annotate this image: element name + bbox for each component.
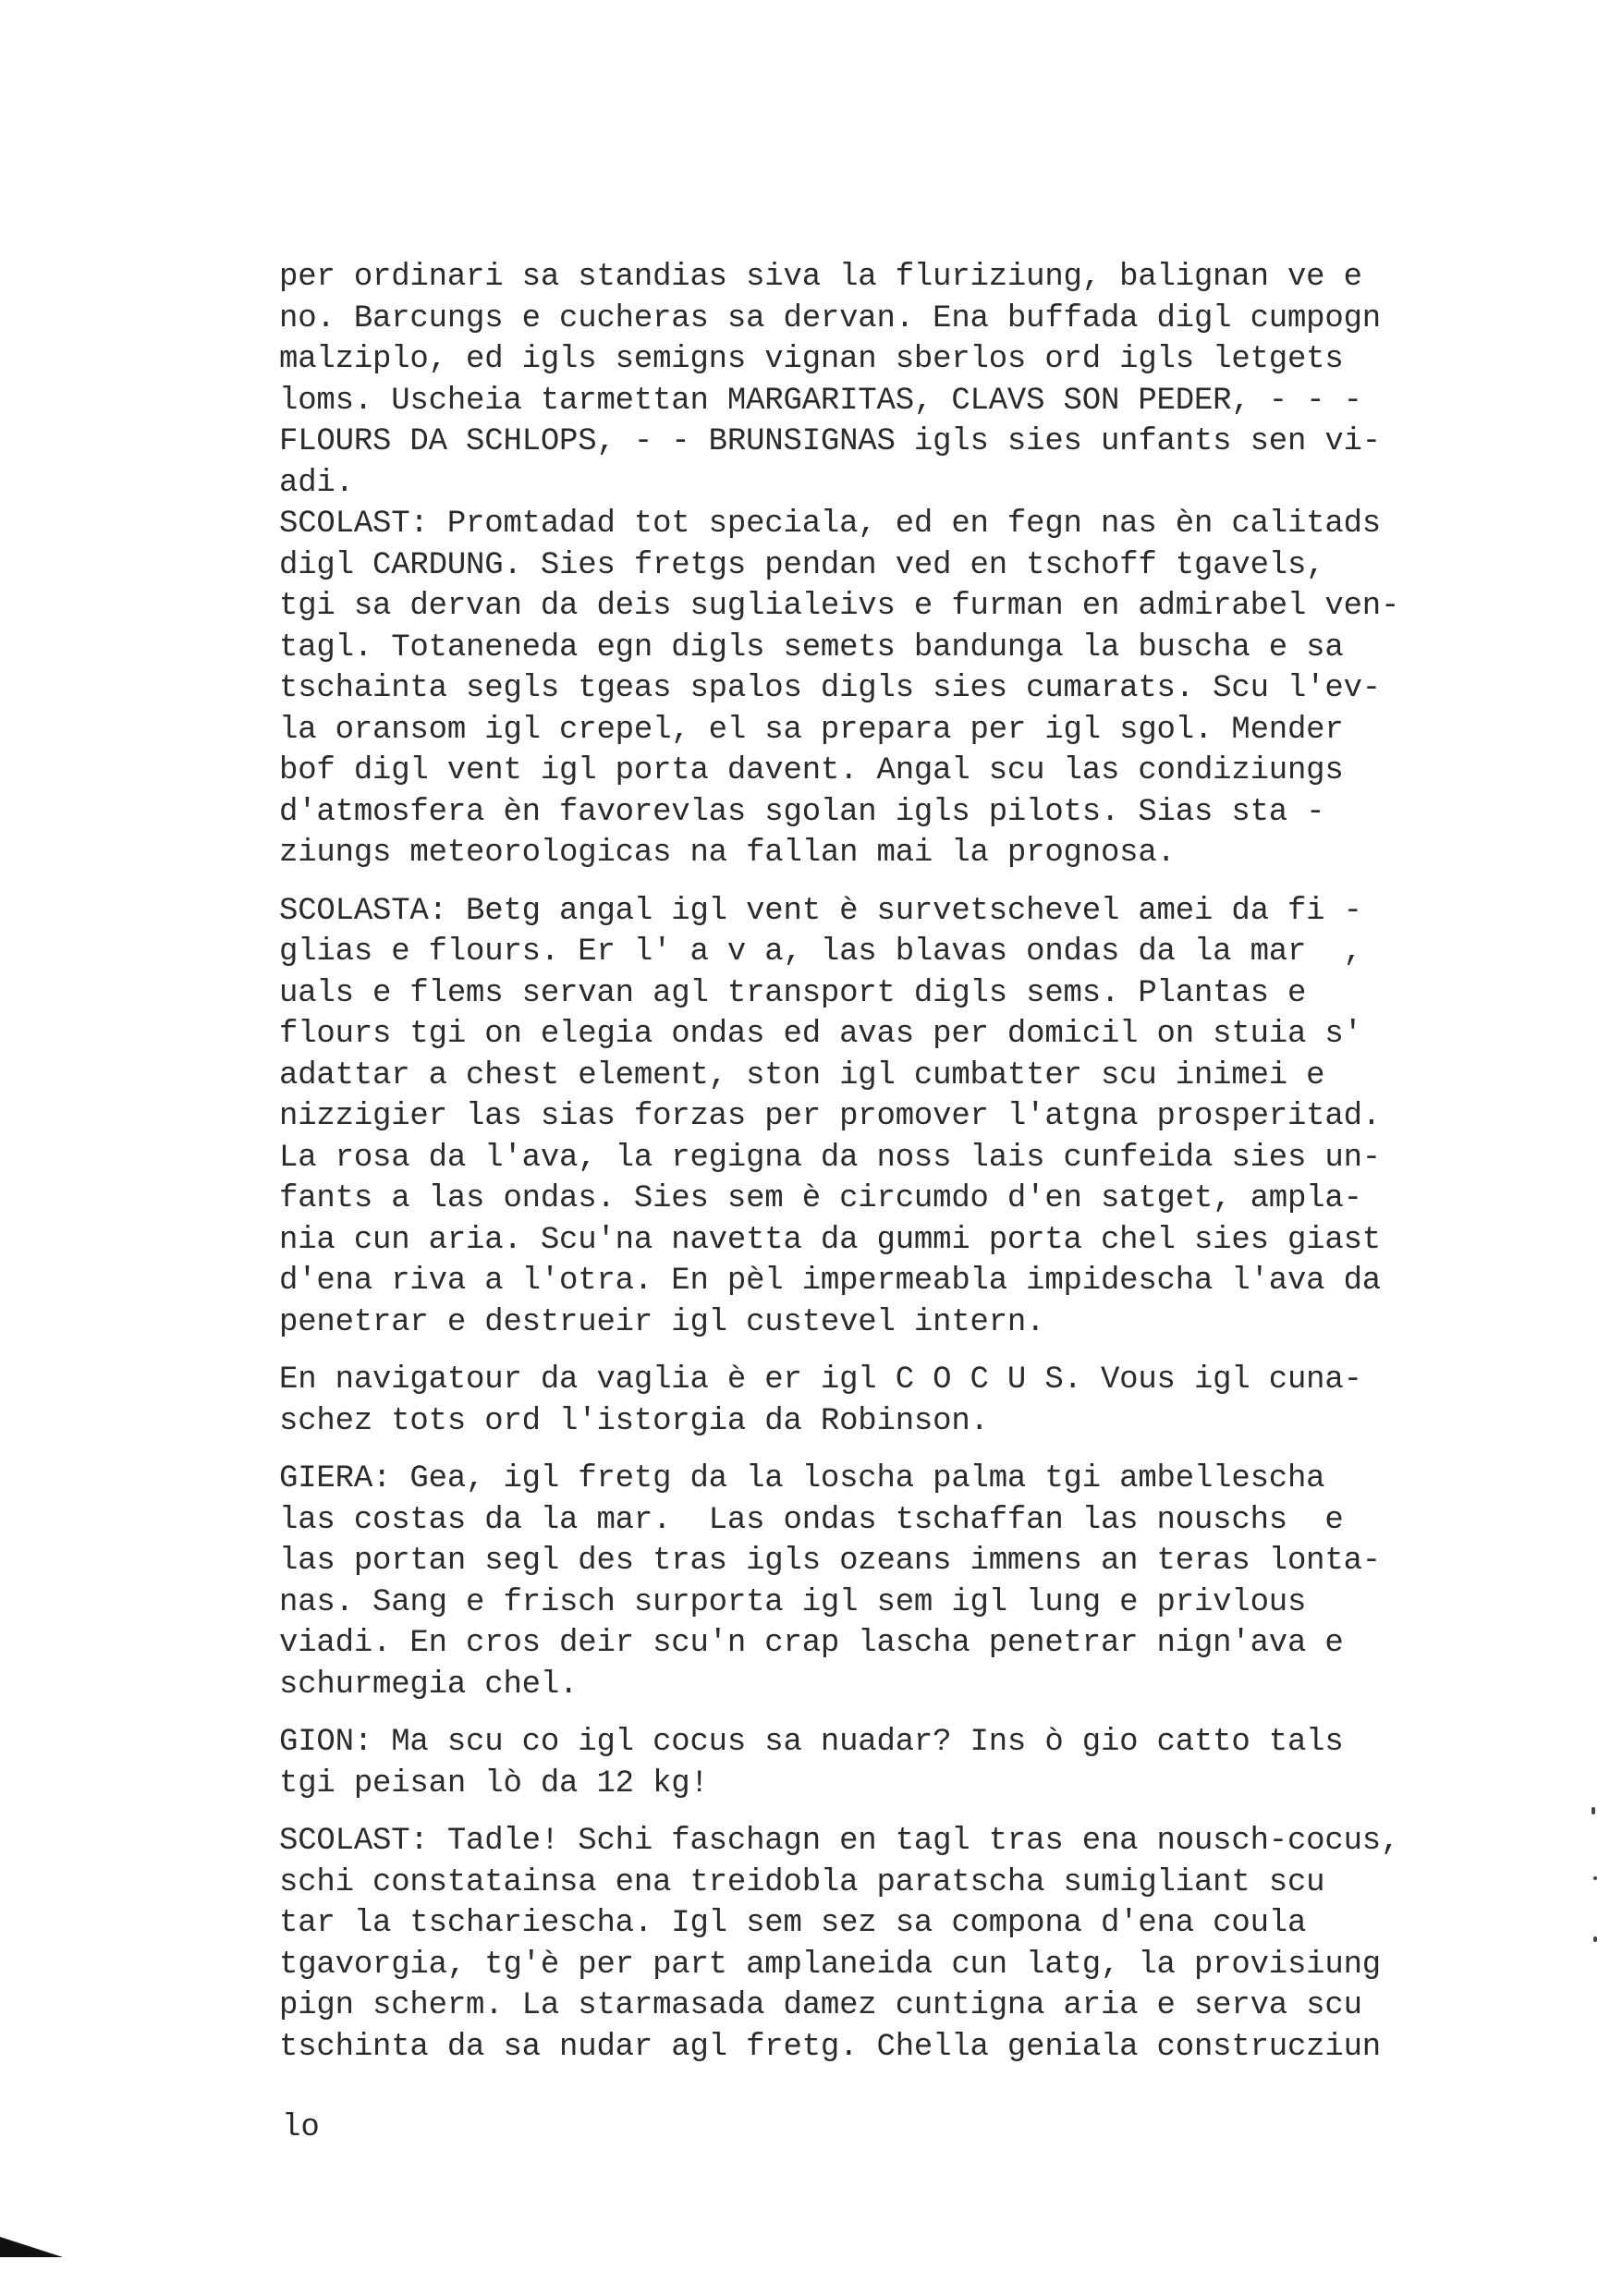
text-line: pign scherm. La starmasada damez cuntigna aria e serva scu: [279, 1988, 1362, 2023]
paragraph-giera: [279, 1459, 1499, 1705]
text-line: En navigatour da vaglia è er igl C O C U S. Vous igl cuna-: [279, 1362, 1362, 1398]
paragraph-water-seeds: [279, 891, 1499, 1344]
text-line: no. Barcungs e cucheras sa dervan. Ena buffada digl cumpogn: [279, 300, 1381, 336]
scan-speck: [1593, 1936, 1597, 1942]
text-line: tgavorgia, tg'è per part amplaneida cun latg, la provisiung: [279, 1947, 1381, 1983]
paragraph-gap: [279, 1705, 1499, 1722]
text-line: bof digl vent igl porta davent. Angal scu las condiziungs: [279, 753, 1344, 788]
text-line: La rosa da l'ava, la regigna da noss lais cunfeida sies un-: [279, 1140, 1381, 1176]
text-line: tgi sa dervan da deis suglialeivs e furman en admirabel ven-: [279, 589, 1400, 624]
paragraph-gap: [279, 1804, 1499, 1821]
text-line: schurmegia chel.: [279, 1667, 579, 1703]
text-line: nas. Sang e frisch surporta igl sem igl lung e privlous: [279, 1584, 1307, 1620]
text-line: viadi. En cros deir scu'n crap lascha penetrar nign'ava e: [279, 1626, 1344, 1661]
paragraph-gap: [279, 1343, 1499, 1360]
scan-speck: [1592, 1807, 1595, 1814]
page-number: lo: [282, 2110, 320, 2145]
text-line: SCOLAST: Promtadad tot speciala, ed en fegn nas èn calitads: [279, 507, 1381, 542]
text-line: GION: Ma scu co igl cocus sa nuadar? Ins ò gio catto tals: [279, 1725, 1344, 1760]
text-line: d'atmosfera èn favorevlas sgolan igls pilots. Sias sta -: [279, 794, 1325, 830]
text-line: glias e flours. Er l' a v a, las blavas ondas da la mar ,: [279, 934, 1362, 970]
text-line: tar la tschariescha. Igl sem sez sa compona d'ena coula: [279, 1906, 1307, 1941]
text-line: las costas da la mar. Las ondas tschaffan las nouschs e: [279, 1502, 1344, 1538]
text-line: ziungs meteorologicas na fallan mai la prognosa.: [279, 836, 1176, 871]
text-line: tschinta da sa nudar agl fretg. Chella geniala construcziun: [279, 2029, 1381, 2065]
body-text: [279, 257, 1499, 2068]
text-line: adattar a chest element, ston igl cumbatter scu inimei e: [279, 1057, 1325, 1093]
text-line: penetrar e destrueir igl custevel intern.: [279, 1304, 1045, 1340]
text-line: las portan segl des tras igls ozeans immens an teras lonta-: [279, 1544, 1381, 1579]
text-line: per ordinari sa standias siva la fluriziung, balignan ve e: [279, 260, 1362, 295]
text-line: schi constatainsa ena treidobla paratscha sumigliant scu: [279, 1864, 1325, 1900]
paragraph-gap: [279, 1442, 1499, 1459]
text-line: SCOLAST: Tadle! Schi faschagn en tagl tras ena nousch-cocus,: [279, 1824, 1400, 1859]
text-line: schez tots ord l'istorgia da Robinson.: [279, 1403, 989, 1439]
paragraph-gap: [279, 874, 1499, 891]
paragraph-scolast: [279, 1821, 1499, 2068]
paragraph-gion: [279, 1722, 1499, 1804]
text-line: d'ena riva a l'otra. En pèl impermeabla impidescha l'ava da: [279, 1264, 1381, 1299]
text-line: digl CARDUNG. Sies fretgs pendan ved en tschoff tgavels,: [279, 547, 1325, 583]
paragraph-cocus: [279, 1360, 1499, 1442]
text-line: SCOLASTA: Betg angal igl vent è survetschevel amei da fi -: [279, 893, 1362, 929]
text-line: loms. Uscheia tarmettan MARGARITAS, CLAVS SON PEDER, - - -: [279, 383, 1362, 419]
text-line: tschainta segls tgeas spalos digls sies cumarats. Scu l'ev-: [279, 671, 1381, 706]
corner-arrow-mark: [0, 2237, 63, 2257]
text-line: fants a las ondas. Sies sem è circumdo d'en satget, ampla-: [279, 1181, 1362, 1216]
text-line: malziplo, ed igls semigns vignan sberlos ord igls letgets: [279, 342, 1344, 377]
text-line: nizzigier las sias forzas per promover l'atgna prosperitad.: [279, 1099, 1381, 1134]
text-line: la oransom igl crepel, el sa prepara per igl sgol. Mender: [279, 712, 1344, 748]
scan-speck: [1593, 1876, 1597, 1880]
text-line: tgi peisan lò da 12 kg!: [279, 1765, 709, 1801]
paragraph-flowers-intro: [279, 257, 1499, 874]
text-line: uals e flems servan agl transport digls sems. Plantas e: [279, 975, 1307, 1011]
text-line: FLOURS DA SCHLOPS, - - BRUNSIGNAS igls sies unfants sen vi-: [279, 424, 1381, 459]
text-line: nia cun aria. Scu'na navetta da gummi porta chel sies giast: [279, 1222, 1381, 1258]
text-line: flours tgi on elegia ondas ed avas per domicil on stuia s': [279, 1017, 1362, 1052]
text-line: tagl. Totaneneda egn digls semets bandunga la buscha e sa: [279, 629, 1344, 666]
text-line: GIERA: Gea, igl fretg da la loscha palma tgi ambellescha: [279, 1461, 1325, 1496]
text-line: adi.: [279, 465, 354, 501]
